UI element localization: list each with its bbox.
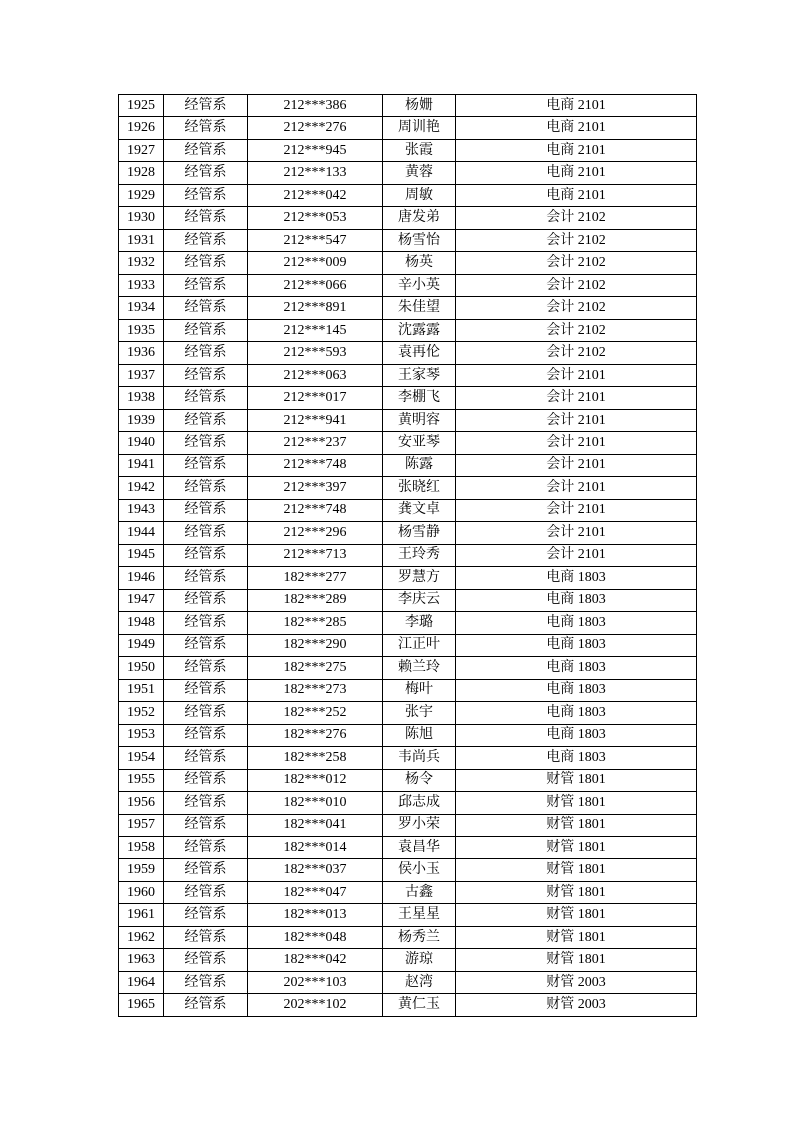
table-row — [119, 881, 697, 903]
cell-class: 财管 1801 — [456, 836, 697, 858]
cell-name: 周敏 — [383, 184, 456, 206]
cell-no: 1932 — [119, 252, 164, 274]
cell-department: 经管系 — [164, 994, 248, 1017]
cell-class: 财管 1801 — [456, 881, 697, 903]
table-row — [119, 319, 697, 341]
cell-name: 杨姗 — [383, 95, 456, 117]
cell-class: 财管 1801 — [456, 792, 697, 814]
cell-student-id: 212***713 — [248, 544, 383, 566]
cell-department: 经管系 — [164, 634, 248, 656]
cell-student-id: 202***103 — [248, 971, 383, 993]
cell-department: 经管系 — [164, 836, 248, 858]
cell-department: 经管系 — [164, 657, 248, 679]
cell-class: 财管 1801 — [456, 814, 697, 836]
cell-class: 会计 2102 — [456, 297, 697, 319]
cell-no: 1950 — [119, 657, 164, 679]
cell-department: 经管系 — [164, 769, 248, 791]
table-row — [119, 229, 697, 251]
cell-name: 邱志成 — [383, 792, 456, 814]
cell-student-id: 182***273 — [248, 679, 383, 701]
table-row — [119, 949, 697, 971]
cell-department: 经管系 — [164, 184, 248, 206]
cell-name: 杨令 — [383, 769, 456, 791]
cell-no: 1957 — [119, 814, 164, 836]
cell-name: 赵湾 — [383, 971, 456, 993]
cell-student-id: 182***258 — [248, 747, 383, 769]
cell-student-id: 212***945 — [248, 139, 383, 161]
table-row — [119, 432, 697, 454]
cell-class: 电商 1803 — [456, 747, 697, 769]
cell-name: 龚文卓 — [383, 499, 456, 521]
cell-department: 经管系 — [164, 139, 248, 161]
cell-no: 1958 — [119, 836, 164, 858]
cell-department: 经管系 — [164, 881, 248, 903]
cell-class: 会计 2101 — [456, 544, 697, 566]
cell-name: 朱佳望 — [383, 297, 456, 319]
cell-class: 财管 1801 — [456, 904, 697, 926]
cell-class: 会计 2102 — [456, 229, 697, 251]
cell-department: 经管系 — [164, 724, 248, 746]
cell-class: 财管 1801 — [456, 949, 697, 971]
cell-class: 电商 2101 — [456, 184, 697, 206]
cell-no: 1945 — [119, 544, 164, 566]
cell-no: 1965 — [119, 994, 164, 1017]
cell-no: 1927 — [119, 139, 164, 161]
cell-department: 经管系 — [164, 499, 248, 521]
cell-class: 财管 2003 — [456, 994, 697, 1017]
cell-no: 1947 — [119, 589, 164, 611]
cell-student-id: 212***748 — [248, 454, 383, 476]
table-row — [119, 252, 697, 274]
cell-student-id: 182***042 — [248, 949, 383, 971]
table-row — [119, 387, 697, 409]
cell-student-id: 182***252 — [248, 702, 383, 724]
cell-student-id: 212***386 — [248, 95, 383, 117]
cell-department: 经管系 — [164, 544, 248, 566]
cell-student-id: 182***010 — [248, 792, 383, 814]
cell-no: 1939 — [119, 409, 164, 431]
cell-student-id: 212***066 — [248, 274, 383, 296]
cell-no: 1949 — [119, 634, 164, 656]
table-row — [119, 657, 697, 679]
cell-no: 1943 — [119, 499, 164, 521]
cell-student-id: 182***013 — [248, 904, 383, 926]
cell-department: 经管系 — [164, 859, 248, 881]
cell-no: 1953 — [119, 724, 164, 746]
cell-class: 电商 1803 — [456, 657, 697, 679]
cell-department: 经管系 — [164, 522, 248, 544]
cell-class: 会计 2101 — [456, 522, 697, 544]
table-row — [119, 589, 697, 611]
cell-class: 会计 2101 — [456, 499, 697, 521]
cell-class: 电商 1803 — [456, 724, 697, 746]
cell-no: 1954 — [119, 747, 164, 769]
cell-department: 经管系 — [164, 207, 248, 229]
cell-class: 电商 2101 — [456, 139, 697, 161]
cell-no: 1933 — [119, 274, 164, 296]
table-row — [119, 724, 697, 746]
cell-class: 财管 1801 — [456, 926, 697, 948]
cell-no: 1931 — [119, 229, 164, 251]
cell-department: 经管系 — [164, 342, 248, 364]
cell-class: 会计 2101 — [456, 364, 697, 386]
cell-class: 电商 1803 — [456, 679, 697, 701]
cell-name: 张宇 — [383, 702, 456, 724]
cell-student-id: 212***042 — [248, 184, 383, 206]
table-row — [119, 634, 697, 656]
cell-class: 电商 1803 — [456, 567, 697, 589]
cell-class: 会计 2101 — [456, 432, 697, 454]
cell-name: 陈露 — [383, 454, 456, 476]
cell-no: 1955 — [119, 769, 164, 791]
cell-department: 经管系 — [164, 297, 248, 319]
cell-name: 安亚琴 — [383, 432, 456, 454]
cell-student-id: 182***277 — [248, 567, 383, 589]
cell-name: 沈露露 — [383, 319, 456, 341]
cell-name: 黄蓉 — [383, 162, 456, 184]
cell-name: 王家琴 — [383, 364, 456, 386]
cell-department: 经管系 — [164, 364, 248, 386]
table-row — [119, 364, 697, 386]
cell-name: 袁再伦 — [383, 342, 456, 364]
cell-name: 李璐 — [383, 612, 456, 634]
cell-name: 唐发弟 — [383, 207, 456, 229]
cell-no: 1964 — [119, 971, 164, 993]
table-row — [119, 522, 697, 544]
table-row — [119, 342, 697, 364]
table-row — [119, 859, 697, 881]
cell-name: 侯小玉 — [383, 859, 456, 881]
table-row — [119, 95, 697, 117]
cell-department: 经管系 — [164, 319, 248, 341]
cell-student-id: 212***748 — [248, 499, 383, 521]
cell-student-id: 202***102 — [248, 994, 383, 1017]
cell-name: 杨秀兰 — [383, 926, 456, 948]
cell-student-id: 212***941 — [248, 409, 383, 431]
table-row — [119, 477, 697, 499]
table-row — [119, 499, 697, 521]
cell-no: 1935 — [119, 319, 164, 341]
table-row — [119, 679, 697, 701]
cell-no: 1925 — [119, 95, 164, 117]
cell-class: 电商 2101 — [456, 162, 697, 184]
table-row — [119, 117, 697, 139]
cell-no: 1962 — [119, 926, 164, 948]
cell-department: 经管系 — [164, 679, 248, 701]
cell-no: 1956 — [119, 792, 164, 814]
cell-class: 会计 2101 — [456, 454, 697, 476]
cell-name: 罗慧方 — [383, 567, 456, 589]
cell-class: 会计 2101 — [456, 409, 697, 431]
cell-no: 1948 — [119, 612, 164, 634]
cell-name: 辛小英 — [383, 274, 456, 296]
cell-student-id: 182***290 — [248, 634, 383, 656]
cell-student-id: 212***009 — [248, 252, 383, 274]
cell-class: 电商 2101 — [456, 117, 697, 139]
cell-class: 财管 1801 — [456, 859, 697, 881]
table-row — [119, 454, 697, 476]
cell-name: 韦尚兵 — [383, 747, 456, 769]
table-row — [119, 769, 697, 791]
cell-student-id: 212***237 — [248, 432, 383, 454]
cell-no: 1951 — [119, 679, 164, 701]
cell-department: 经管系 — [164, 252, 248, 274]
cell-student-id: 182***012 — [248, 769, 383, 791]
cell-student-id: 182***276 — [248, 724, 383, 746]
cell-name: 赖兰玲 — [383, 657, 456, 679]
cell-student-id: 212***891 — [248, 297, 383, 319]
cell-class: 电商 2101 — [456, 95, 697, 117]
table-row — [119, 567, 697, 589]
table-row — [119, 297, 697, 319]
table-row — [119, 836, 697, 858]
cell-student-id: 212***053 — [248, 207, 383, 229]
cell-student-id: 182***041 — [248, 814, 383, 836]
cell-student-id: 182***014 — [248, 836, 383, 858]
table-row — [119, 702, 697, 724]
cell-student-id: 182***289 — [248, 589, 383, 611]
cell-department: 经管系 — [164, 454, 248, 476]
cell-name: 李棚飞 — [383, 387, 456, 409]
cell-department: 经管系 — [164, 926, 248, 948]
cell-class: 会计 2102 — [456, 252, 697, 274]
cell-no: 1940 — [119, 432, 164, 454]
cell-student-id: 182***048 — [248, 926, 383, 948]
cell-no: 1944 — [119, 522, 164, 544]
cell-department: 经管系 — [164, 95, 248, 117]
cell-department: 经管系 — [164, 612, 248, 634]
table-row — [119, 409, 697, 431]
table-row — [119, 792, 697, 814]
cell-student-id: 182***047 — [248, 881, 383, 903]
cell-department: 经管系 — [164, 117, 248, 139]
cell-name: 罗小荣 — [383, 814, 456, 836]
cell-no: 1929 — [119, 184, 164, 206]
table-row — [119, 904, 697, 926]
table-row — [119, 926, 697, 948]
cell-no: 1928 — [119, 162, 164, 184]
cell-department: 经管系 — [164, 432, 248, 454]
cell-department: 经管系 — [164, 477, 248, 499]
cell-class: 会计 2101 — [456, 387, 697, 409]
cell-name: 李庆云 — [383, 589, 456, 611]
table-row — [119, 207, 697, 229]
table-row — [119, 544, 697, 566]
cell-name: 黄明容 — [383, 409, 456, 431]
table-row — [119, 747, 697, 769]
cell-no: 1960 — [119, 881, 164, 903]
cell-no: 1963 — [119, 949, 164, 971]
cell-no: 1961 — [119, 904, 164, 926]
cell-student-id: 212***296 — [248, 522, 383, 544]
cell-department: 经管系 — [164, 274, 248, 296]
cell-department: 经管系 — [164, 747, 248, 769]
student-table — [118, 94, 697, 1017]
cell-name: 张霞 — [383, 139, 456, 161]
cell-name: 梅叶 — [383, 679, 456, 701]
cell-class: 电商 1803 — [456, 612, 697, 634]
cell-class: 电商 1803 — [456, 589, 697, 611]
cell-no: 1938 — [119, 387, 164, 409]
cell-class: 财管 2003 — [456, 971, 697, 993]
cell-department: 经管系 — [164, 387, 248, 409]
table-row — [119, 139, 697, 161]
cell-class: 会计 2102 — [456, 319, 697, 341]
cell-class: 财管 1801 — [456, 769, 697, 791]
cell-department: 经管系 — [164, 409, 248, 431]
cell-no: 1941 — [119, 454, 164, 476]
cell-student-id: 182***285 — [248, 612, 383, 634]
cell-department: 经管系 — [164, 904, 248, 926]
table-row — [119, 612, 697, 634]
cell-class: 会计 2101 — [456, 477, 697, 499]
cell-department: 经管系 — [164, 702, 248, 724]
cell-class: 电商 1803 — [456, 634, 697, 656]
cell-department: 经管系 — [164, 567, 248, 589]
cell-department: 经管系 — [164, 949, 248, 971]
cell-no: 1959 — [119, 859, 164, 881]
cell-student-id: 212***397 — [248, 477, 383, 499]
cell-student-id: 212***145 — [248, 319, 383, 341]
cell-department: 经管系 — [164, 229, 248, 251]
table-row — [119, 184, 697, 206]
cell-department: 经管系 — [164, 792, 248, 814]
table-row — [119, 814, 697, 836]
cell-no: 1946 — [119, 567, 164, 589]
cell-student-id: 182***275 — [248, 657, 383, 679]
cell-department: 经管系 — [164, 162, 248, 184]
cell-name: 周训艳 — [383, 117, 456, 139]
cell-class: 会计 2102 — [456, 274, 697, 296]
cell-no: 1934 — [119, 297, 164, 319]
cell-no: 1926 — [119, 117, 164, 139]
cell-no: 1930 — [119, 207, 164, 229]
cell-class: 会计 2102 — [456, 342, 697, 364]
cell-name: 杨雪怡 — [383, 229, 456, 251]
cell-name: 游琼 — [383, 949, 456, 971]
student-table-body — [119, 95, 697, 1017]
cell-name: 张晓红 — [383, 477, 456, 499]
cell-name: 王星星 — [383, 904, 456, 926]
table-row — [119, 274, 697, 296]
cell-no: 1942 — [119, 477, 164, 499]
cell-student-id: 212***017 — [248, 387, 383, 409]
cell-student-id: 212***593 — [248, 342, 383, 364]
cell-department: 经管系 — [164, 814, 248, 836]
cell-name: 杨雪静 — [383, 522, 456, 544]
cell-student-id: 182***037 — [248, 859, 383, 881]
cell-class: 电商 1803 — [456, 702, 697, 724]
cell-name: 王玲秀 — [383, 544, 456, 566]
cell-department: 经管系 — [164, 589, 248, 611]
cell-student-id: 212***547 — [248, 229, 383, 251]
cell-name: 江正叶 — [383, 634, 456, 656]
cell-name: 黄仁玉 — [383, 994, 456, 1017]
cell-name: 杨英 — [383, 252, 456, 274]
cell-student-id: 212***063 — [248, 364, 383, 386]
cell-name: 陈旭 — [383, 724, 456, 746]
cell-name: 袁昌华 — [383, 836, 456, 858]
table-row — [119, 994, 697, 1017]
cell-class: 会计 2102 — [456, 207, 697, 229]
cell-student-id: 212***133 — [248, 162, 383, 184]
cell-department: 经管系 — [164, 971, 248, 993]
table-row — [119, 971, 697, 993]
cell-no: 1936 — [119, 342, 164, 364]
cell-no: 1952 — [119, 702, 164, 724]
cell-no: 1937 — [119, 364, 164, 386]
cell-student-id: 212***276 — [248, 117, 383, 139]
table-row — [119, 162, 697, 184]
cell-name: 古鑫 — [383, 881, 456, 903]
